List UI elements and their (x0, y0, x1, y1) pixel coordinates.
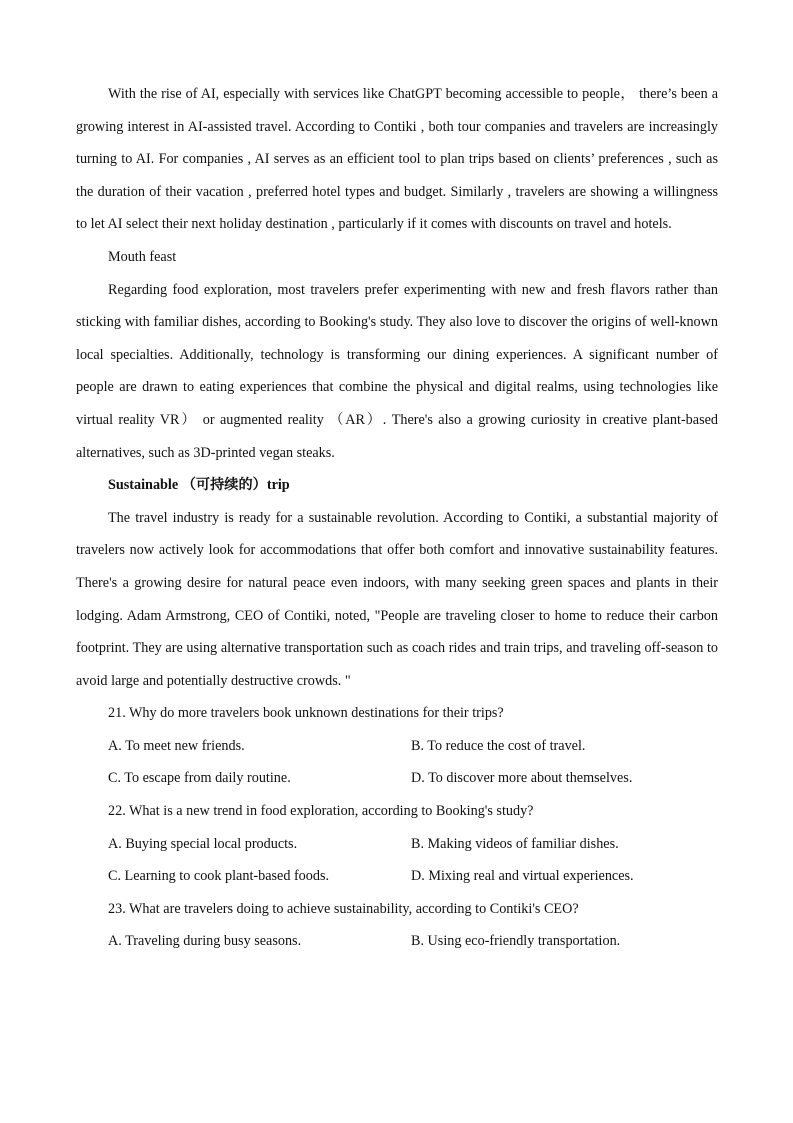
question-23-options-row-1 (76, 925, 718, 958)
question-22-option-c: C. Learning to cook plant-based foods. (108, 868, 330, 885)
question-23-stem: 23. What are travelers doing to achieve sustainability, according to Contiki's CEO? (108, 900, 579, 917)
question-21-options-row-1 (76, 730, 718, 763)
question-22-option-d: D. Mixing real and virtual experiences. (411, 868, 634, 885)
question-22-stem: 22. What is a new trend in food exploration, according to Booking's study? (108, 803, 534, 820)
paragraph-food-exploration: Regarding food exploration, most travelers prefer experimenting with new and fresh flavors rather than sticking with familiar dishes, according to Booking's study. They also love to discover the origins of well-known local specialties. Additionally, technology is transforming our dining experiences. A significant number of people are drawn to eating experiences that combine the physical and digital realms, using technologies like virtual reality VR） or augmented reality （AR）. There's also a growing curiosity in creative plant-based alternatives, such as 3D-printed vegan steaks. (76, 281, 718, 461)
question-22-option-b: B. Making videos of familiar dishes. (411, 835, 619, 852)
question-22-options-row-2 (76, 860, 718, 893)
question-21-option-a: A. To meet new friends. (108, 737, 245, 754)
paragraph-ai-travel: With the rise of AI, especially with services like ChatGPT becoming accessible to people， there’s been a growing interest in AI-assisted travel. According to Contiki , both tour companies and travelers are increasingly turning to AI. For companies , AI serves as an efficient tool to plan trips based on clients’ preferences , such as the duration of their vacation , preferred hotel types and budget. Similarly , travelers are showing a willingness to let AI select their next holiday destination , particularly if it comes with discounts on travel and hotels. (76, 86, 718, 233)
question-22-option-a: A. Buying special local products. (108, 835, 298, 852)
question-21-stem: 21. Why do more travelers book unknown destinations for their trips? (108, 705, 504, 722)
question-21-option-d: D. To discover more about themselves. (411, 770, 633, 787)
paragraph-sustainability: The travel industry is ready for a sustainable revolution. According to Contiki, a substantial majority of travelers now actively look for accommodations that offer both comfort and innovative sustainability features. There's a growing desire for natural peace even indoors, with many seeking green spaces and plants in their lodging. Adam Armstrong, CEO of Contiki, noted, "People are traveling closer to home to reduce their carbon footprint. They are using alternative transportation such as coach rides and train trips, and traveling off-season to avoid large and potentially destructive crowds. " (76, 509, 718, 689)
section-heading-mouth-feast: Mouth feast (108, 248, 177, 265)
question-21-option-c: C. To escape from daily routine. (108, 770, 291, 787)
question-22-options-row-1 (76, 828, 718, 861)
question-23-option-a: A. Traveling during busy seasons. (108, 933, 302, 950)
question-23-option-b: B. Using eco-friendly transportation. (411, 933, 621, 950)
question-21-option-b: B. To reduce the cost of travel. (411, 737, 586, 754)
section-heading-sustainable-trip: Sustainable （可持续的）trip (108, 477, 290, 494)
document-content (76, 78, 718, 958)
question-21-options-row-2 (76, 762, 718, 795)
